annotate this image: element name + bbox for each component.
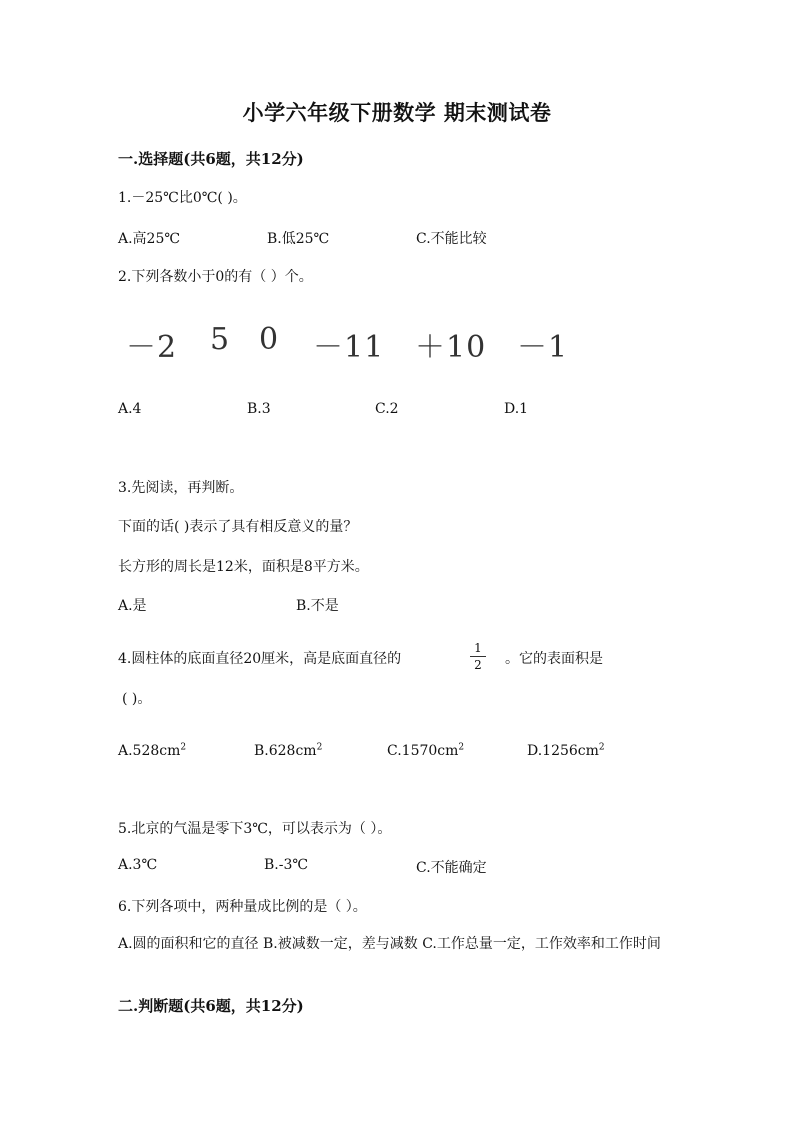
question-1-option-b: B.低25℃ — [267, 231, 330, 247]
number-item: －1 — [517, 330, 569, 365]
question-6-stem: 6.下列各项中，两种量成比例的是（ ）。 — [118, 899, 367, 915]
section-heading-choice: 一.选择题(共6题，共12分) — [118, 150, 304, 168]
number-item: －2 — [126, 330, 178, 365]
question-2-option-a: A.4 — [118, 401, 142, 417]
question-5-stem: 5.北京的气温是零下3℃，可以表示为（ ）。 — [118, 821, 392, 837]
question-3-option-b: B.不是 — [296, 598, 339, 614]
question-5-option-c: C.不能确定 — [416, 860, 487, 876]
question-4-stem-end: 。它的表面积是 — [505, 651, 603, 667]
question-3-line-3: 长方形的周长是12米，面积是8平方米。 — [118, 559, 369, 575]
fraction-denominator: 2 — [474, 658, 482, 672]
question-4-option-b: $B.628cm^2$ — [254, 742, 323, 759]
fraction-bar — [470, 656, 486, 657]
question-5-option-b: B.-3℃ — [264, 857, 309, 873]
question-4-option-a: $A.528cm^2$ — [118, 742, 187, 759]
number-item: －11 — [313, 330, 385, 365]
question-2-option-d: D.1 — [504, 401, 529, 417]
number-item: ＋10 — [415, 330, 487, 365]
page-title: 小学六年级下册数学 期末测试卷 — [242, 100, 552, 125]
question-1-stem: 1.－25℃比0℃( )。 — [118, 190, 247, 206]
number-item: 5 — [210, 322, 231, 357]
fraction-one-half — [470, 641, 486, 672]
question-4-stem: 4.圆柱体的底面直径20厘米，高是底面直径的 — [118, 651, 402, 667]
question-3-stem: 3.先阅读，再判断。 — [118, 480, 244, 496]
question-2-stem: 2.下列各数小于0的有（ ）个。 — [118, 269, 313, 285]
question-6-options: A.圆的面积和它的直径 B.被减数一定，差与减数 C.工作总量一定，工作效率和工作时间 — [118, 936, 661, 952]
question-4-blank: ( )。 — [122, 691, 152, 707]
question-4-option-c: $C.1570cm^2$ — [387, 742, 465, 759]
question-1-option-a: A.高25℃ — [118, 231, 181, 247]
number-item: 0 — [259, 322, 280, 357]
fraction-numerator: 1 — [474, 641, 482, 655]
question-1-option-c: C.不能比较 — [416, 231, 487, 247]
question-2-option-c: C.2 — [375, 401, 399, 417]
question-2-option-b: B.3 — [247, 401, 271, 417]
section-heading-judgement: 二.判断题(共6题，共12分) — [118, 997, 304, 1015]
question-5-option-a: A.3℃ — [118, 857, 158, 873]
question-4-option-d: $D.1256cm^2$ — [527, 742, 605, 759]
question-3-option-a: A.是 — [118, 598, 147, 614]
question-3-line-2: 下面的话( )表示了具有相反意义的量？ — [118, 519, 358, 535]
